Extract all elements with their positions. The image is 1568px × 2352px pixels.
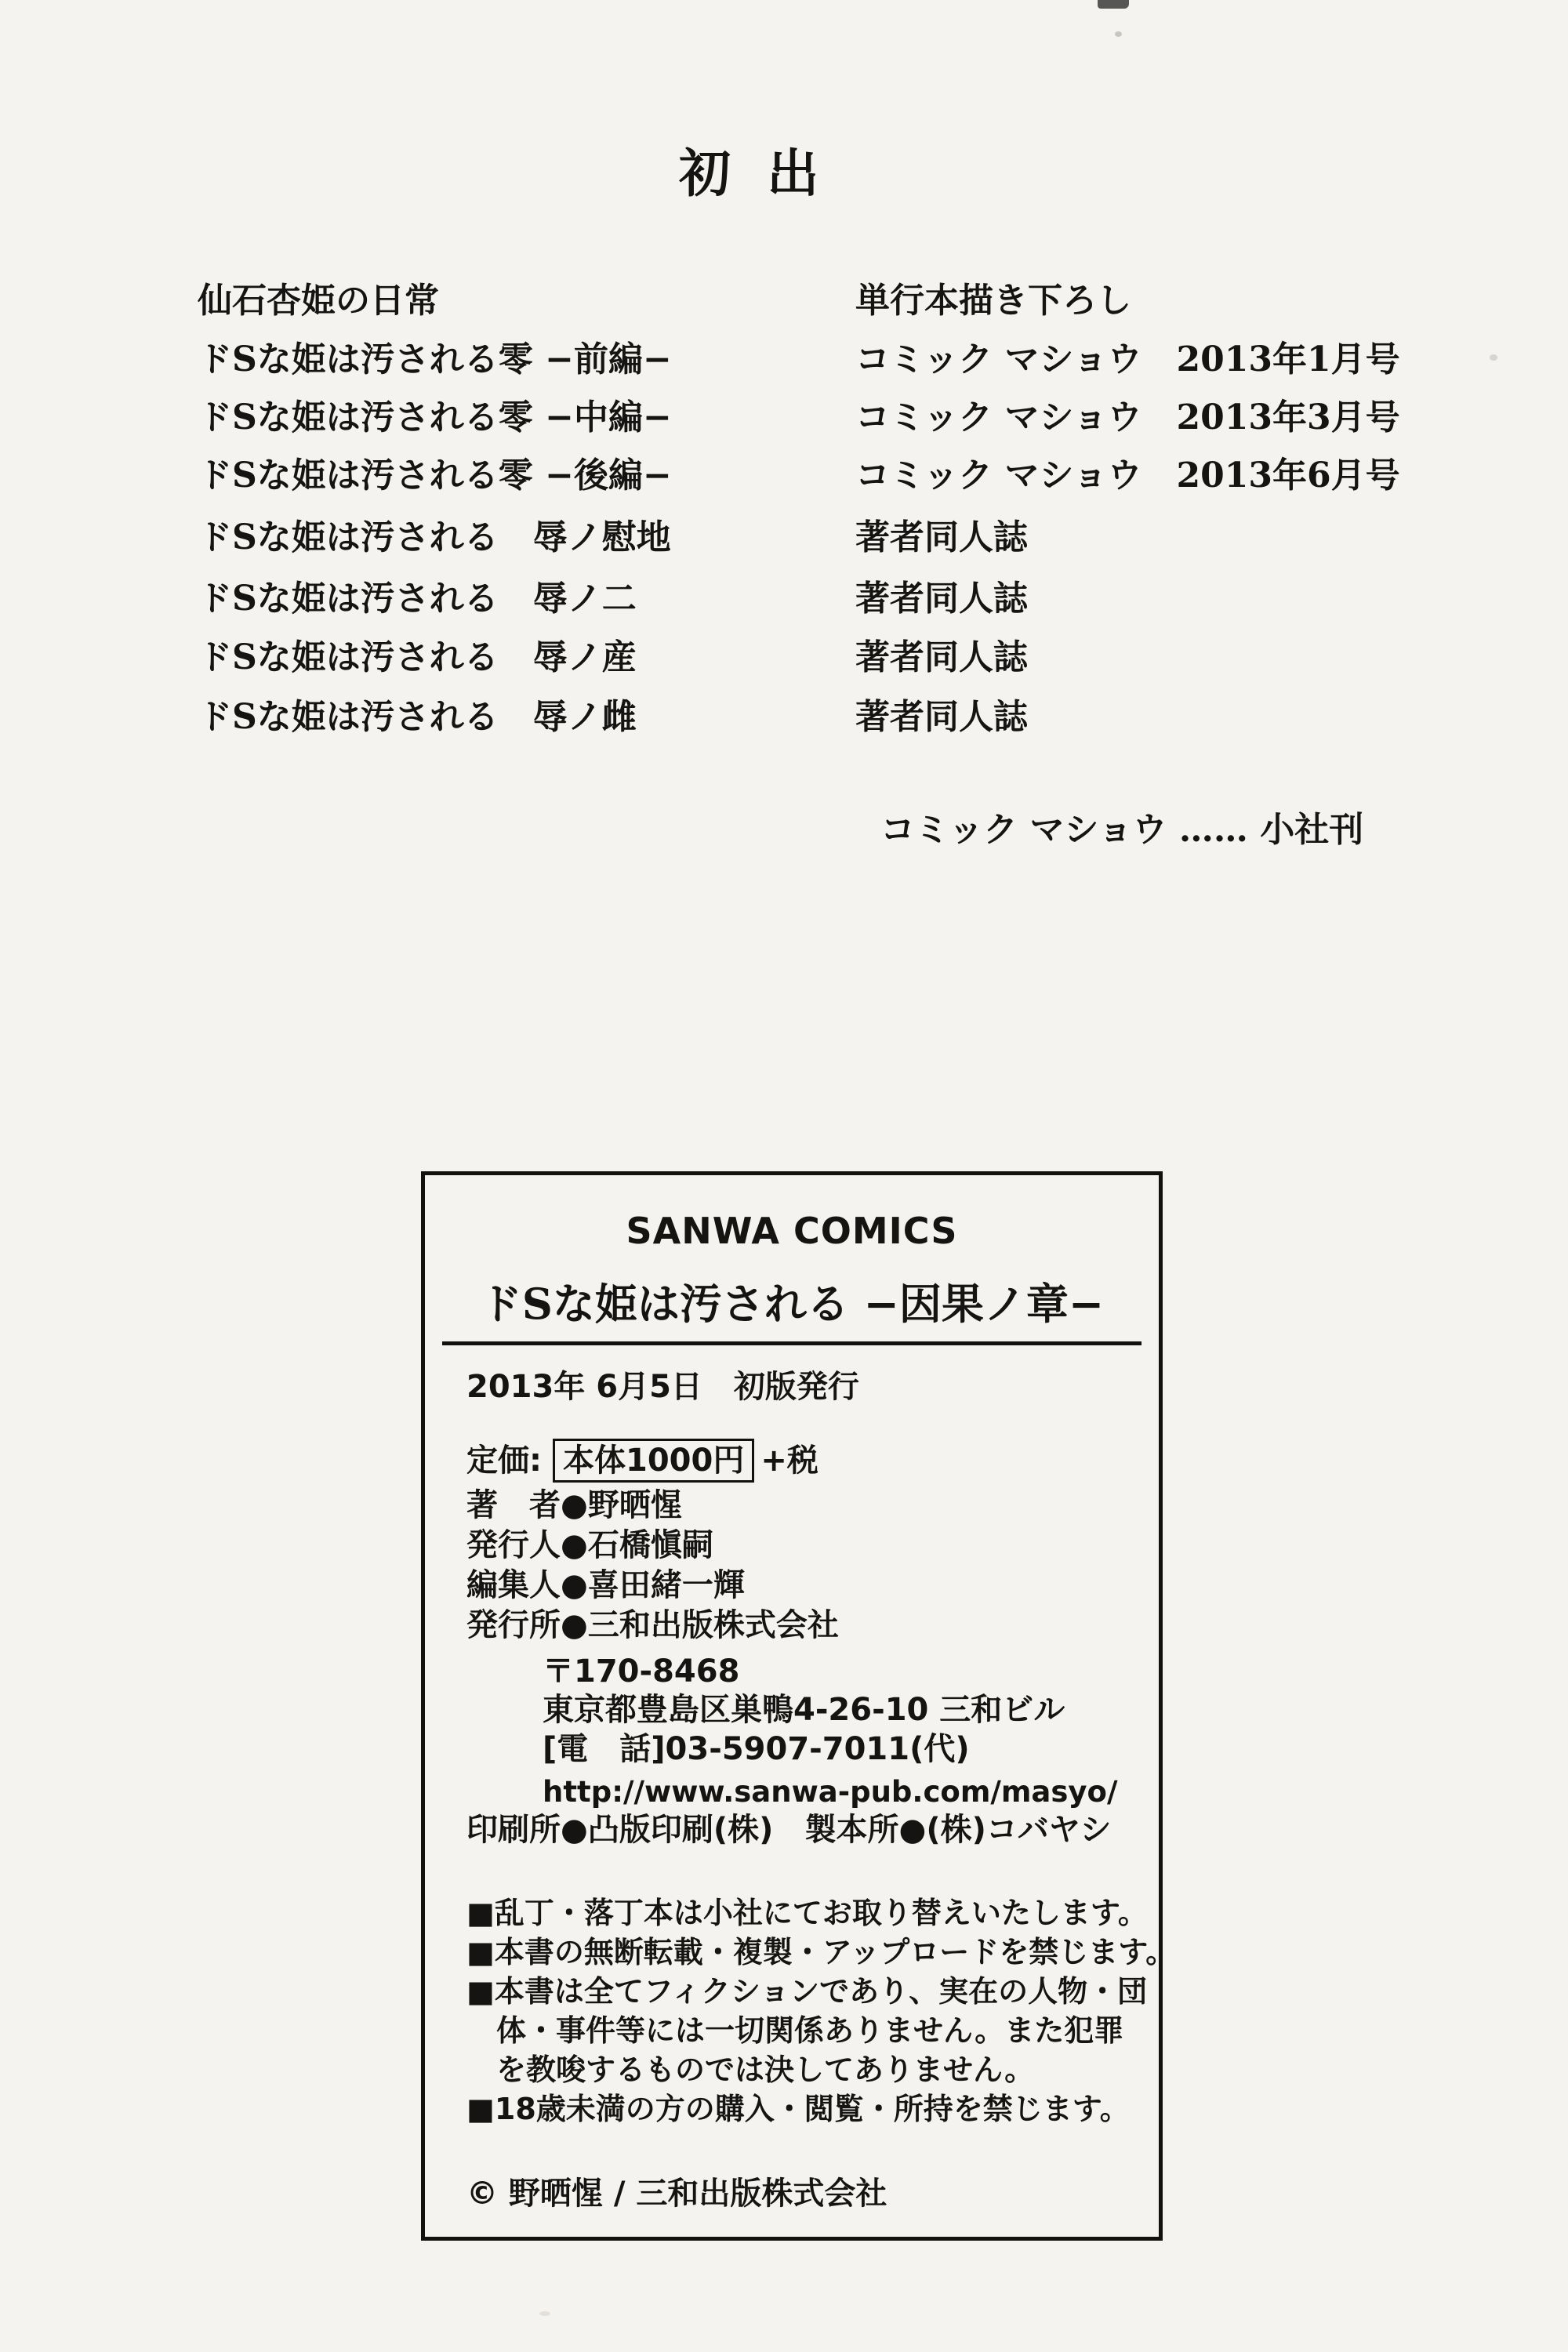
copyright-line: © 野晒惺 / 三和出版株式会社 (466, 2176, 887, 2212)
disclaimer-line: ■本書の無断転載・複製・アップロードを禁じます。 (466, 1935, 1176, 1969)
work-title: ドSな姫は汚される 辱ノ雌 (198, 697, 637, 737)
work-title: 仙石杏姫の日常 (198, 281, 439, 321)
credits-row (0, 577, 1568, 621)
disclaimer-line: ■18歳未満の方の購入・閲覧・所持を禁じます。 (466, 2092, 1130, 2126)
street-address: 東京都豊島区巣鴨4-26-10 三和ビル (543, 1692, 1065, 1728)
page-title: 初出 (679, 143, 855, 204)
publication-source: コミック マショウ 2013年6月号 (855, 456, 1400, 495)
imprint-brand: SANWA COMICS (626, 1210, 958, 1252)
printing-binding-line: 印刷所●凸版印刷(株) 製本所●(株)コバヤシ (466, 1812, 1112, 1848)
editor-line: 編集人●喜田緒一輝 (466, 1567, 745, 1603)
price-boxed-value: 本体1000円 (553, 1439, 754, 1483)
work-title: ドSな姫は汚される零 −中編− (198, 397, 672, 437)
author-line: 著 者●野晒惺 (466, 1487, 682, 1523)
scan-artifact-smudge (1098, 0, 1129, 9)
disclaimer-block (466, 1893, 1175, 2129)
book-title: ドSな姫は汚される −因果ノ章− (479, 1279, 1105, 1329)
work-title: ドSな姫は汚される 辱ノ慰地 (198, 517, 671, 557)
disclaimer-line: ■乱丁・落丁本は小社にてお取り替えいたします。 (466, 1896, 1148, 1930)
publication-source: 著者同人誌 (855, 579, 1028, 619)
credits-row (0, 396, 1568, 440)
phone-number: [電 話]03-5907-7011(代) (543, 1731, 970, 1767)
credits-row (0, 695, 1568, 739)
credits-row (0, 279, 1568, 323)
publisher-person-line: 発行人●石橋愼嗣 (466, 1527, 713, 1563)
disclaimer-line: ■本書は全てフィクションであり、実在の人物・団 (466, 1974, 1148, 2009)
credits-row (0, 636, 1568, 680)
credits-row (0, 516, 1568, 560)
price-row (466, 1439, 818, 1483)
publication-source: コミック マショウ 2013年1月号 (855, 339, 1400, 379)
publication-source: 著者同人誌 (855, 517, 1028, 557)
disclaimer-line: を教唆するものでは決してありません。 (496, 2053, 1035, 2087)
disclaimer-line: 体・事件等には一切関係ありません。また犯罪 (496, 2013, 1124, 2048)
credits-row (0, 338, 1568, 382)
publication-source: 著者同人誌 (855, 637, 1028, 677)
scan-artifact-speck (539, 2311, 550, 2316)
print-date: 2013年 6月5日 初版発行 (466, 1369, 859, 1405)
publishing-company-line: 発行所●三和出版株式会社 (466, 1607, 839, 1643)
magazine-publisher-note: コミック マショウ …… 小社刊 (880, 810, 1364, 850)
work-title: ドSな姫は汚される零 −前編− (198, 339, 672, 379)
divider-rule (442, 1341, 1142, 1345)
postal-code: 〒170-8468 (543, 1653, 740, 1690)
website-url: http://www.sanwa-pub.com/masyo/ (543, 1775, 1118, 1809)
work-title: ドSな姫は汚される 辱ノ二 (198, 579, 637, 619)
publication-source: 単行本描き下ろし (855, 281, 1131, 321)
colophon-box (421, 1171, 1176, 2241)
work-title: ドSな姫は汚される零 −後編− (198, 456, 672, 495)
publication-source: 著者同人誌 (855, 697, 1028, 737)
price-tax-suffix: +税 (760, 1443, 818, 1479)
scan-artifact-speck (1115, 31, 1122, 37)
price-label: 定価: (466, 1443, 542, 1479)
publication-source: コミック マショウ 2013年3月号 (855, 397, 1400, 437)
credits-row (0, 454, 1568, 498)
work-title: ドSな姫は汚される 辱ノ産 (198, 637, 637, 677)
